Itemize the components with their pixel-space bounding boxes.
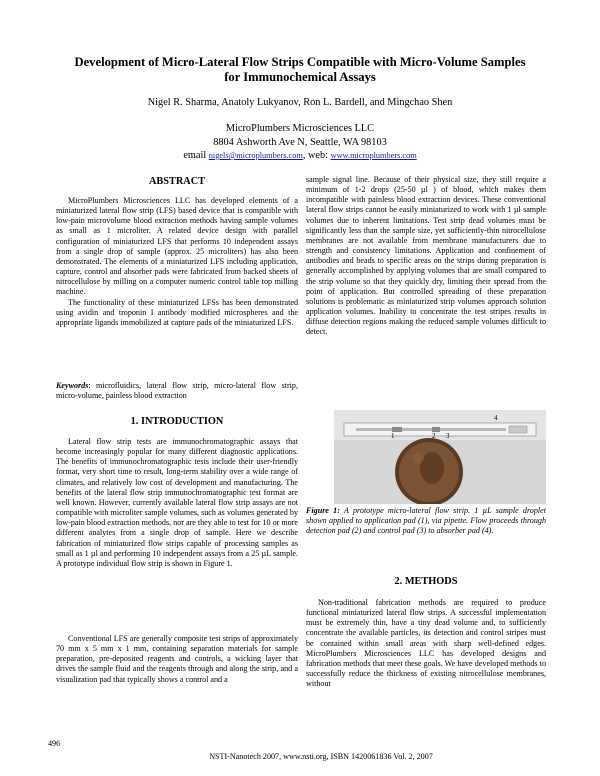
web-link[interactable]: www.microplumbers.com	[330, 151, 417, 160]
keywords	[56, 381, 298, 401]
introduction-heading: 1. INTRODUCTION	[130, 416, 224, 427]
address: 8804 Ashworth Ave N, Seattle, WA 98103	[213, 137, 387, 148]
title-line-2: for Immunochemical Assays	[224, 70, 376, 84]
figure-label-2: 2	[432, 432, 436, 440]
page-number: 496	[48, 739, 61, 748]
web-label: , web:	[302, 150, 328, 161]
methods-body	[306, 598, 546, 689]
abstract-paragraph-1: MicroPlumbers Microsciences LLC has developed elements of a miniaturized lateral flow strip (LFS) based device that is compatible with low-pain microvolume blood extraction methods having sample volumes as small as 1 microliter. A related device design with parallel configuration of miniaturized LFS that performs 10 independent assays from a single drop of sample (approx. 25 microliters) has also been demonstrated. The elements of a miniaturized LFS including application, capture, control and absorber pads were fabricated from backed sheets of nitrocellulose by milling on a computer numeric control table top milling machine.	[56, 196, 298, 297]
author-list: Nigel R. Sharma, Anatoly Lukyanov, Ron L. Bardell, and Mingchao Shen	[147, 97, 453, 108]
contact-line	[40, 150, 560, 161]
figure-1-caption	[306, 506, 546, 536]
keywords-text: : microfluidics, lateral flow strip, micro-lateral flow strip, micro-volume, painless blood extraction	[56, 381, 298, 401]
email-label: email	[183, 150, 207, 161]
keywords-label: Keywords	[56, 381, 89, 390]
title-line-1: Development of Micro-Lateral Flow Strips Compatible with Micro-Volume Samples	[74, 55, 526, 69]
introduction-body-2	[56, 634, 298, 685]
abstract-heading: ABSTRACT	[148, 176, 206, 187]
figure-1-photo	[334, 410, 546, 504]
right-column-body	[306, 175, 546, 338]
figure-label-1: 1	[391, 432, 395, 440]
introduction-paragraph-2: Conventional LFS are generally composite test strips of approximately 70 mm x 5 mm x 1 mm, containing separation materials for sample preparation, pre-deposited reagents and controls, a wicking layer that drives the sample fluid and the reagents through and along the strip, and a visualization pad that typically shows a control and a	[56, 634, 298, 684]
figure-label-4: 4	[494, 414, 498, 422]
email-link[interactable]: nigels@microplumbers.com	[208, 151, 303, 160]
paper-title	[40, 55, 560, 85]
abstract-body	[56, 196, 298, 328]
organization: MicroPlumbers Microsciences LLC	[225, 123, 375, 134]
caption-text: A prototype micro-lateral flow strip. 1 µL sample droplet shown applied to application pad (1), via pipette. Flow proceeds through detection pad (2) and control pad (3) to absorber pad (4).	[306, 506, 546, 536]
abstract-paragraph-2: The functionality of these miniaturized LFSs has been demonstrated using avidin and troponin I antibody modified microspheres and the appropriate ligands immobilized at capture pads of the miniaturized LFS.	[56, 297, 298, 327]
strip-and-coin-illustration	[334, 410, 546, 504]
figure-label-3: 3	[446, 432, 450, 440]
affiliation	[40, 122, 560, 150]
right-paragraph-1: sample signal line. Because of their physical size, they still require a minimum of 1-2 drops (25-50 µl ) of blood, which makes them incompatible with painless blood extraction devices. These conventional lateral flow strips cannot be easily miniaturized to work with 1 µl sample volumes due to inherent limitations. Test strip dead volumes must be significantly less than the sample size, yet sufficiently-thin nitrocellulose membranes are not available from membrane manufacturers due to strength and consistency limitations. Application and confinement of antibodies and beads to specific areas on the strips during preparation is generally accomplished by applying volumes that are small compared to the strip volume so that they quickly dry, limiting their spread from the point of application. But controlled spreading of these preparation solutions is problematic as miniaturized strip volumes approach solution application volumes. Inability to concentrate the test stripes results in diffuse detection regions making the reduced sample volumes difficult to detect.	[306, 175, 546, 337]
caption-label: Figure 1:	[306, 506, 340, 515]
methods-heading: 2. METHODS	[394, 576, 458, 587]
methods-paragraph-1: Non-traditional fabrication methods are required to produce functional miniaturized lateral flow strips. A successful implementation must be extremely thin, have a tiny dead volume and, to sufficiently concentrate the available particles, its detection and control stripes must be contained within small areas with sharp well-defined edges. MicroPlumbers Microsciences LLC has developed designs and fabrication methods that meet these goals. We have developed methods to successfully reduce the thickness of existing nitrocellulose membranes, without	[306, 598, 546, 689]
footer-citation: NSTI-Nanotech 2007, www.nsti.org, ISBN 1420061836 Vol. 2, 2007	[209, 752, 433, 761]
introduction-body	[56, 437, 298, 569]
introduction-paragraph-1: Lateral flow strip tests are immunochromatographic assays that become increasingly popular for many different diagnostic applications. The benefits of immunochromatographic tests include their user-friendly format, very short time to result, long-term stability over a wide range of climates, and relatively low cost of development and manufacturing. The benefits of the lateral flow strip immunochromatographic test format are well known. However, currently available lateral flow strip assays are not compatible with microliter sample volumes, such as volumes generated by low-pain blood extraction methods, nor are they able to test for 10 or more different analytes from a single drop of sample. Here we describe fabrication of miniaturized flow strips capable of processing samples as small as 1 µl and performing 10 independent assays from a 25 µL sample. A prototype individual flow strip is shown in Figure 1.	[56, 437, 298, 568]
